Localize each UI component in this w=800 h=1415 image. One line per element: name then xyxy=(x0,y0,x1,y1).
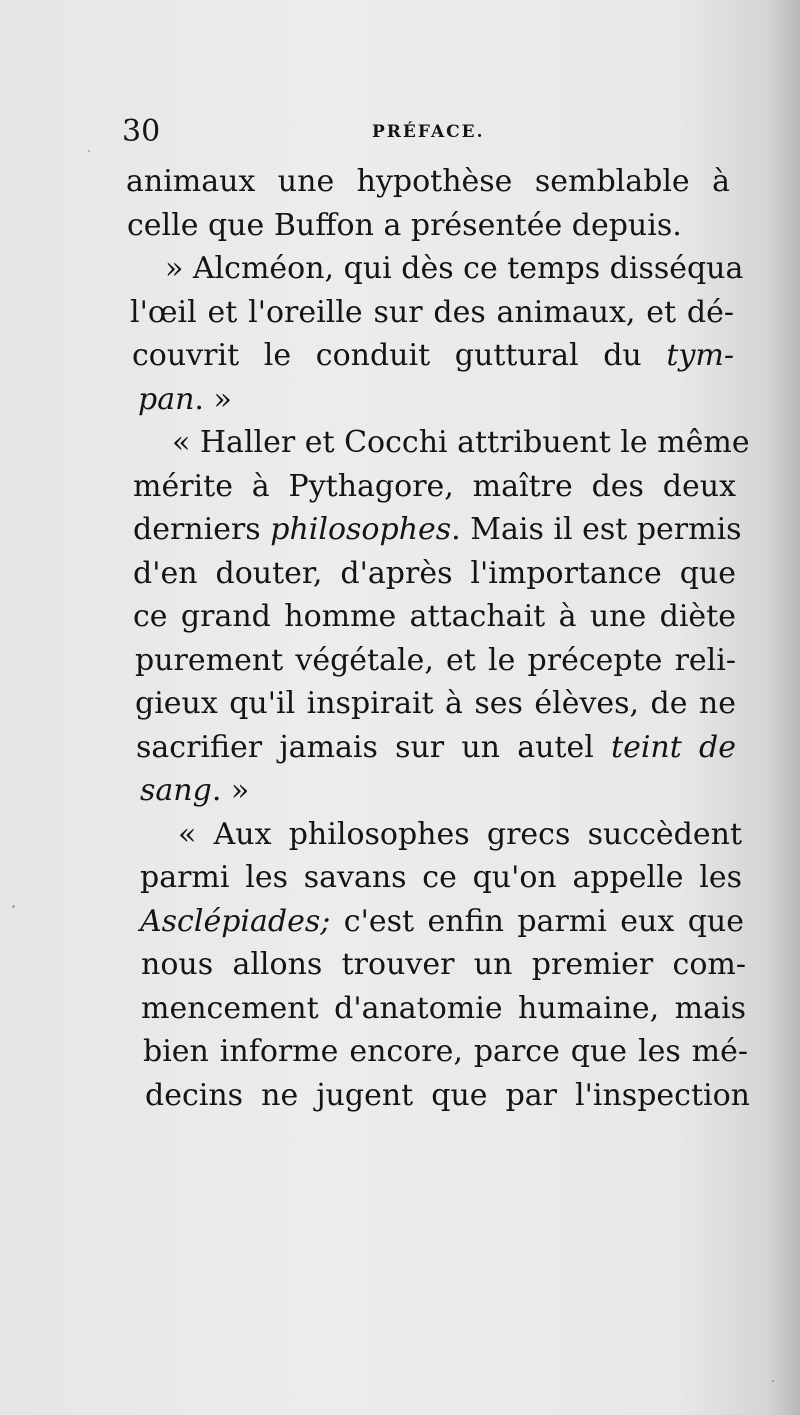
text-line xyxy=(0,291,800,335)
text-run: animaux une hypothèse semblable à xyxy=(126,164,730,199)
text-run: decins ne jugent que par l'inspection xyxy=(145,1077,750,1113)
text-run: . Mais il est permis xyxy=(451,512,742,547)
page-number: 30 xyxy=(122,114,161,149)
text-line xyxy=(0,900,800,944)
text-run: . » xyxy=(194,381,232,417)
text-line xyxy=(0,1030,800,1074)
text-line xyxy=(0,639,800,683)
text-run: parmi les savans ce qu'on appelle les xyxy=(140,860,742,895)
text-line xyxy=(0,204,800,248)
text-run: sacrifier jamais sur un autel xyxy=(136,729,612,765)
text-line xyxy=(0,334,800,378)
text-line xyxy=(0,508,800,552)
text-run: nous allons trouver un premier com- xyxy=(141,947,746,982)
text-run: derniers xyxy=(133,512,271,547)
text-line xyxy=(0,682,800,726)
text-line xyxy=(0,378,800,422)
text-line xyxy=(0,813,800,857)
text-run: celle que Buffon a présentée depuis. xyxy=(127,207,682,243)
text-run: d'en douter, d'après l'importance que xyxy=(133,555,736,591)
italic-run: philosophes xyxy=(270,512,452,547)
paper-speck xyxy=(772,1380,774,1382)
italic-run: Asclépiades; xyxy=(140,903,331,939)
text-run: c'est enfin parmi eux que xyxy=(330,903,744,939)
text-line xyxy=(0,769,800,813)
text-run: « Haller et Cocchi attribuent le même xyxy=(172,425,750,460)
page-header xyxy=(122,112,742,152)
text-line xyxy=(0,856,800,900)
text-run: bien informe encore, parce que les mé- xyxy=(143,1034,748,1069)
text-run: » Alcméon, qui dès ce temps disséqua xyxy=(165,251,744,286)
text-run: ce grand homme attachait à une diète xyxy=(133,599,736,634)
text-run: gieux qu'il inspirait à ses élèves, de ne xyxy=(135,686,736,721)
text-line xyxy=(0,595,800,639)
text-line xyxy=(0,160,800,204)
text-line xyxy=(0,987,800,1031)
text-run: purement végétale, et le précepte reli- xyxy=(135,642,736,678)
text-line xyxy=(0,465,800,509)
text-line xyxy=(0,247,800,291)
text-line xyxy=(0,943,800,987)
text-line xyxy=(0,1074,800,1118)
italic-run: teint de xyxy=(611,729,736,765)
text-run: mencement d'anatomie humaine, mais xyxy=(141,990,746,1026)
running-head: PRÉFACE. xyxy=(372,122,485,142)
italic-run: pan xyxy=(138,381,195,417)
italic-run: sang xyxy=(140,773,212,808)
text-line xyxy=(0,421,800,465)
italic-run: tym- xyxy=(666,338,734,373)
text-run: « Aux philosophes grecs succèdent xyxy=(178,816,742,852)
body-text xyxy=(0,160,800,1117)
text-run: l'œil et l'oreille sur des animaux, et dé- xyxy=(130,294,734,330)
paper-speck xyxy=(88,150,90,152)
text-run: . » xyxy=(211,773,250,808)
text-line xyxy=(0,726,800,770)
text-line xyxy=(0,552,800,596)
text-run: mérite à Pythagore, maître des deux xyxy=(133,468,736,504)
text-run: couvrit le conduit guttural du xyxy=(132,338,667,373)
